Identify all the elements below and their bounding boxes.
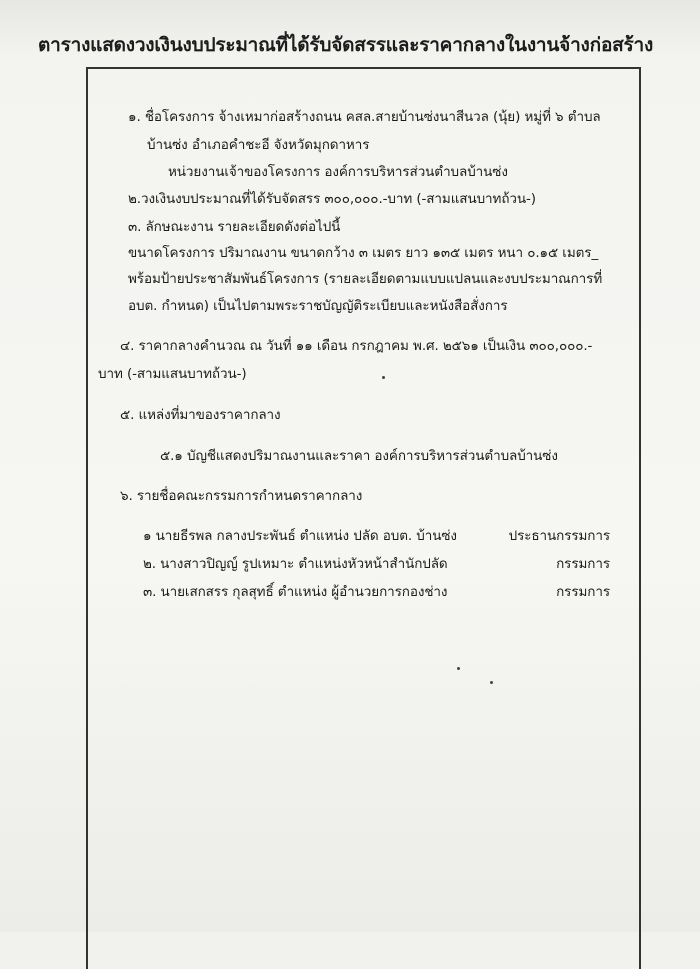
item5-heading: ๕. แหล่งที่มาของราคากลาง: [120, 407, 281, 423]
item6-heading: ๖. รายชื่อคณะกรรมการกำหนดราคากลาง: [120, 488, 363, 504]
item5-source: ๕.๑ บัญชีแสดงปริมาณงานและราคา องค์การบริหารส่วนตำบลบ้านซ่ง: [160, 448, 558, 464]
item3-sign: พร้อมป้ายประชาสัมพันธ์โครงการ (รายละเอียดตามแบบแปลนและงบประมาณการที่: [128, 271, 603, 287]
item4-median-price: ๔. ราคากลางคำนวณ ณ วันที่ ๑๑ เดือน กรกฎาคม พ.ศ. ๒๕๖๑ เป็นเงิน ๓๐๐,๐๐๐.-: [120, 338, 593, 354]
item1-project-name: ๑. ชื่อโครงการ จ้างเหมาก่อสร้างถนน คสล.สายบ้านซ่งนาสีนวล (นุ้ย) หมู่ที่ ๖ ตำบล: [128, 109, 601, 125]
item2-budget: ๒.วงเงินงบประมาณที่ได้รับจัดสรร ๓๐๐,๐๐๐.-บาท (-สามแสนบาทถ้วน-): [128, 191, 536, 207]
committee-member-role: กรรมการ: [556, 556, 610, 572]
item3-heading: ๓. ลักษณะงาน รายละเอียดดังต่อไปนี้: [128, 219, 341, 235]
committee-member-name: ๒. นางสาวปิญญ์ รูปเหมาะ ตำแหน่งหัวหน้าสำนักปลัด: [143, 556, 448, 572]
scan-speck: [457, 667, 460, 670]
scan-speck: [382, 376, 385, 379]
scan-speck: [490, 681, 493, 684]
committee-member-role: ประธานกรรมการ: [508, 528, 610, 544]
document-title: ตารางแสดงวงเงินงบประมาณที่ได้รับจัดสรรและราคากลางในงานจ้างก่อสร้าง: [38, 34, 654, 56]
committee-member-name: ๑ นายธีรพล กลางประพันธ์ ตำแหน่ง ปลัด อบต. บ้านซ่ง: [143, 528, 457, 544]
committee-member-name: ๓. นายเสกสรร กุลสุทธิ์ ตำแหน่ง ผู้อำนวยการกองช่าง: [143, 584, 448, 600]
item4-amount-words: บาท (-สามแสนบาทถ้วน-): [98, 366, 247, 382]
item3-size: ขนาดโครงการ ปริมาณงาน ขนาดกว้าง ๓ เมตร ยาว ๑๓๕ เมตร หนา ๐.๑๕ เมตร_: [128, 245, 599, 261]
item1-agency: หน่วยงานเจ้าของโครงการ องค์การบริหารส่วนตำบลบ้านซ่ง: [168, 164, 508, 180]
item1-location: บ้านซ่ง อำเภอคำชะอี จังหวัดมุกดาหาร: [147, 137, 370, 153]
item3-regulation: อบต. กำหนด) เป็นไปตามพระราชบัญญัติระเบียบและหนังสือสั่งการ: [128, 298, 508, 314]
committee-member-role: กรรมการ: [556, 584, 610, 600]
